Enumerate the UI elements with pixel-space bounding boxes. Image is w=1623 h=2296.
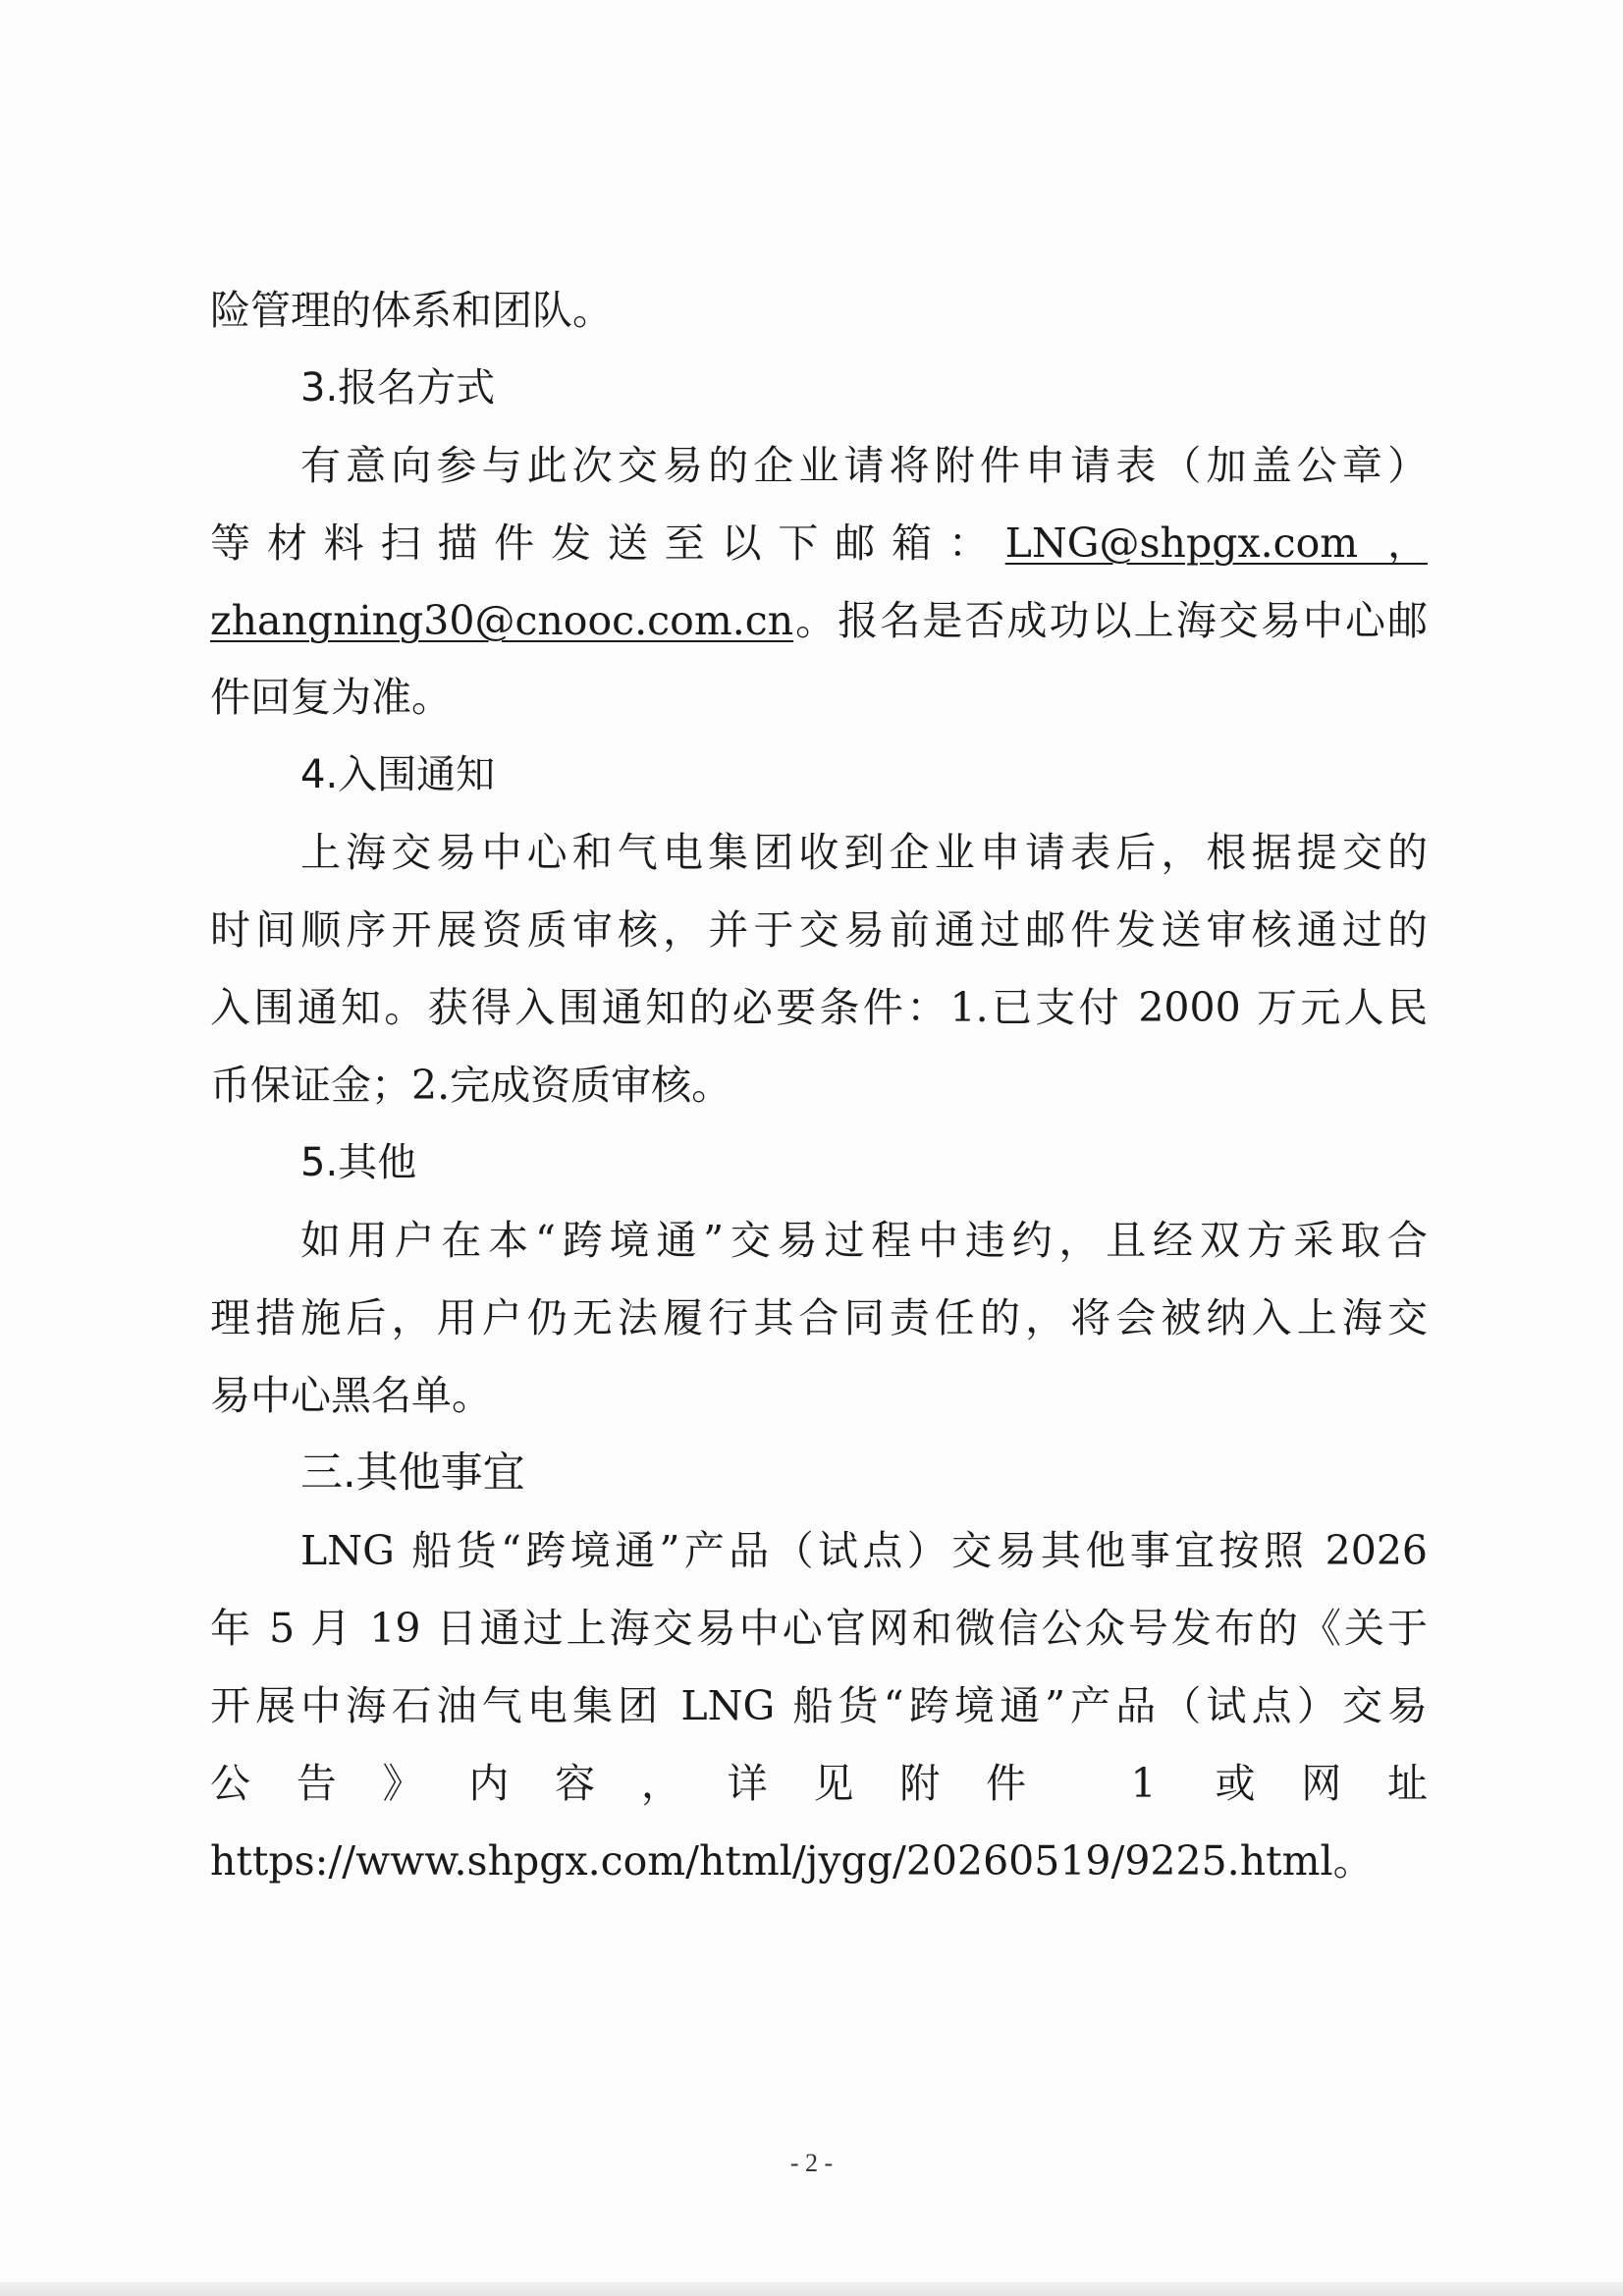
email-link-lng[interactable]: LNG@shpgx.com ， <box>1004 519 1428 567</box>
text-line-email <box>210 514 1428 573</box>
text-line: 时间顺序开展资质审核，并于交易前通过邮件发送审核通过的 <box>210 906 1428 954</box>
text-line: 险管理的体系和团队。 <box>210 287 613 334</box>
section-heading-shortlist: 4.入围通知 <box>300 752 496 797</box>
text-line-email <box>210 591 1428 650</box>
email-link-zhangning[interactable]: zhangning30@cnooc.com.cn <box>210 597 794 644</box>
text-span: 等材料扫描件发送至以下邮箱： <box>210 519 1005 567</box>
page-number: - 2 - <box>789 2149 834 2177</box>
text-line: 年 5 月 19 日通过上海交易中心官网和微信公众号发布的《关于 <box>210 1605 1428 1652</box>
text-line: 有意向参与此次交易的企业请将附件申请表（加盖公章） <box>300 442 1428 489</box>
text-line: LNG 船货“跨境通”产品（试点）交易其他事宜按照 2026 <box>300 1527 1428 1574</box>
text-line: 件回复为准。 <box>210 674 452 721</box>
text-line: 入围通知。获得入围通知的必要条件：1.已支付 2000 万元人民 <box>210 984 1428 1031</box>
text-span: 。报名是否成功以上海交易中心邮 <box>793 597 1428 644</box>
text-line: 理措施后，用户仍无法履行其合同责任的，将会被纳入上海交 <box>210 1294 1428 1341</box>
section-heading-other-matters: 三.其他事宜 <box>300 1449 525 1498</box>
text-line: 易中心黑名单。 <box>210 1372 492 1419</box>
text-line: 如用户在本“跨境通”交易过程中违约，且经双方采取合 <box>300 1217 1428 1264</box>
text-line: 开展中海石油气电集团 LNG 船货“跨境通”产品（试点）交易 <box>210 1682 1428 1729</box>
section-heading-other: 5.其他 <box>300 1140 417 1185</box>
url-link[interactable]: https://www.shpgx.com/html/jygg/20260519/9225.html。 <box>210 1837 1374 1885</box>
scan-edge <box>0 2282 1623 2296</box>
text-line: 公告》内容，详见附件 1 或网址 <box>210 1760 1428 1807</box>
text-line: 币保证金；2.完成资质审核。 <box>210 1062 732 1109</box>
text-line: 上海交易中心和气电集团收到企业申请表后，根据提交的 <box>300 829 1428 876</box>
section-heading-registration: 3.报名方式 <box>300 365 496 410</box>
